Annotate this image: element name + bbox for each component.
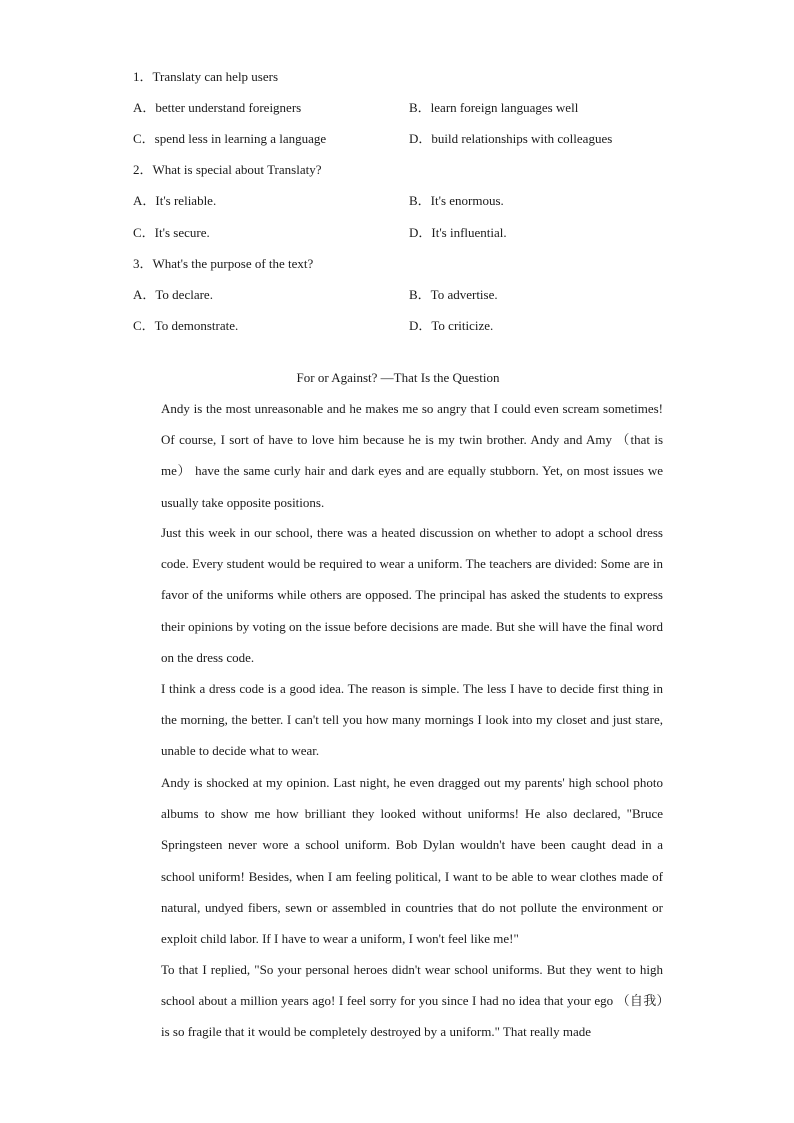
question-1-option-c: C．spend less in learning a language bbox=[133, 131, 327, 146]
question-1-option-a: A．better understand foreigners bbox=[133, 100, 302, 115]
passage-title: For or Against? —That Is the Question bbox=[296, 370, 500, 385]
passage-paragraph-3 bbox=[133, 673, 663, 767]
question-2-option-c: C．It's secure. bbox=[133, 225, 210, 240]
paragraph-text: Andy is the most unreasonable and he makes me so angry that I could even scream sometimes! Of course, I sort of have to love him because he is my twin brother. Andy and Amy （that is me） have the same curly hair and dark eyes and are equally stubborn. Yet, on most issues we usually take opposite positions. bbox=[161, 401, 663, 510]
question-3-stem: 3．What's the purpose of the text? bbox=[133, 256, 314, 271]
paragraph-text: Just this week in our school, there was a heated discussion on whether to adopt a school dress code. Every student would be required to wear a uniform. The teachers are divided: Some are in favor of the uniforms while others are opposed. The principal has asked the students to express their opinions by voting on the issue before decisions are made. But she will have the final word on the dress code. bbox=[161, 525, 663, 665]
question-3-option-b: B．To advertise. bbox=[409, 287, 498, 302]
paragraph-text: I think a dress code is a good idea. The reason is simple. The less I have to decide first thing in the morning, the better. I can't tell you how many mornings I look into my closet and just stare, unable to decide what to wear. bbox=[161, 681, 663, 759]
question-3-option-a: A．To declare. bbox=[133, 287, 213, 302]
passage-paragraph-1 bbox=[133, 393, 663, 518]
question-2-stem: 2．What is special about Translaty? bbox=[133, 162, 322, 177]
passage-paragraph-4 bbox=[133, 767, 663, 954]
question-2-option-a: A．It's reliable. bbox=[133, 193, 217, 208]
paragraph-text: Andy is shocked at my opinion. Last night, he even dragged out my parents' high school photo albums to show me how brilliant they looked without uniforms! He also declared, "Bruce Springsteen never wore a school uniform. Bob Dylan wouldn't have been caught dead in a school uniform! Besides, when I am feeling political, I want to be able to wear clothes made of natural, undyed fibers, sewn or assembled in countries that do not pollute the environment or exploit child labor. If I have to wear a uniform, I won't feel like me!" bbox=[161, 775, 663, 947]
paragraph-text: To that I replied, "So your personal heroes didn't wear school uniforms. But they went to high school about a million years ago! I feel sorry for you since I had no idea that your ego （自我）is so fragile that it would be completely destroyed by a uniform." That really made bbox=[161, 962, 663, 1040]
question-1-stem: 1．Translaty can help users bbox=[133, 69, 279, 84]
question-2-option-b: B．It's enormous. bbox=[409, 193, 504, 208]
question-1-option-d: D．build relationships with colleagues bbox=[409, 131, 613, 146]
question-2-option-d: D．It's influential. bbox=[409, 225, 507, 240]
question-3-option-c: C．To demonstrate. bbox=[133, 318, 239, 333]
question-3-option-d: D．To criticize. bbox=[409, 318, 494, 333]
question-1-option-b: B．learn foreign languages well bbox=[409, 100, 579, 115]
passage-paragraph-5 bbox=[133, 954, 663, 1048]
passage-paragraph-2 bbox=[133, 517, 663, 673]
